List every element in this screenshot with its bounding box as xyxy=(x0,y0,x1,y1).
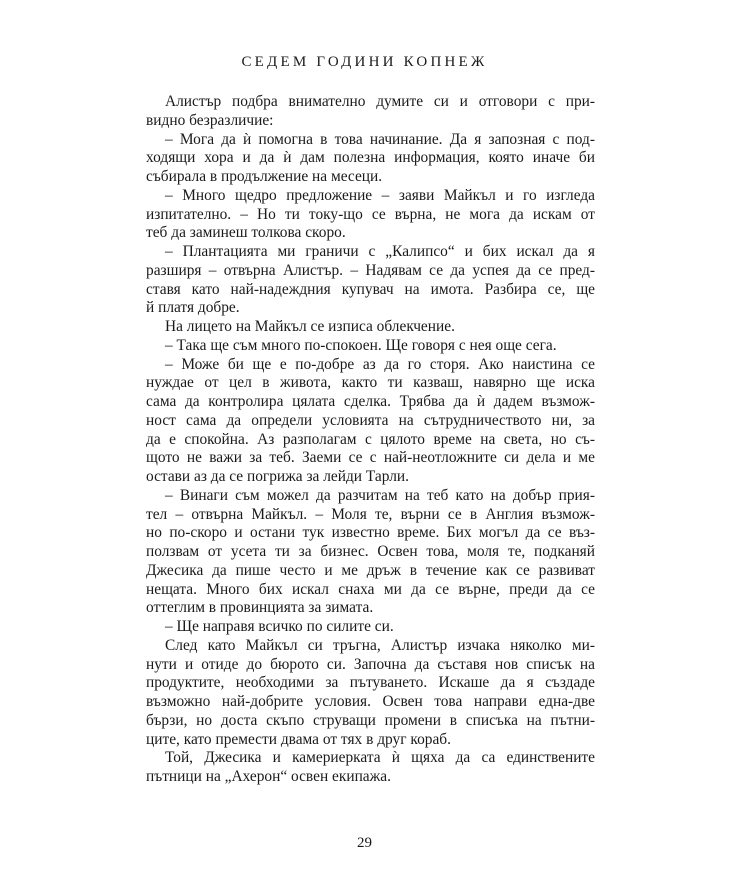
text-line: На лицето на Майкъл се изписа облекчение. xyxy=(165,318,455,335)
text-line: ползвам от усета ти за бизнес. Освен това, моля те, подканяй xyxy=(146,543,595,560)
text-line: да е спокойна. Аз разполагам с цялото време на света, но съ- xyxy=(146,430,595,448)
text-line: – Може би ще е по-добре аз да го сторя. Ако наистина се xyxy=(165,355,595,373)
text-line: възможно най-добрите условия. Освен това направи една-две xyxy=(146,693,595,710)
text-line: видно безразличие: xyxy=(146,111,274,129)
text-line: нещата. Много бих искал снаха ми да се върне, преди да се xyxy=(146,580,595,598)
text-line: пътници на „Ахерон“ освен екипажа. xyxy=(146,768,391,785)
text-line: – Мога да ѝ помогна в това начинание. Да я запозная с под- xyxy=(165,130,595,148)
text-line: – Много щедро предложение – заяви Майкъл и го изгледа xyxy=(165,186,595,204)
page-number: 29 xyxy=(357,835,372,851)
text-line: теб да заминеш толкова скоро. xyxy=(146,224,346,242)
text-line: – Винаги съм можел да разчитам на теб като на добър прия- xyxy=(165,486,595,504)
text-line: щото не важи за теб. Заеми се с най-неотложните си дела и ме xyxy=(146,449,595,467)
text-line: След като Майкъл си тръгна, Алистър изчака няколко ми- xyxy=(165,636,595,654)
text-line: Джесика да пише често и ме дръж в течение как се развиват xyxy=(146,561,595,579)
text-line: ставя като най-надеждния купувач на имота. Разбира се, ще xyxy=(146,280,595,298)
text-line: – Плантацията ми граничи с „Калипсо“ и бих искал да я xyxy=(165,243,595,260)
text-line: оттеглим в провинцията за зимата. xyxy=(146,599,374,617)
text-line: ност сама да определи условията на сътрудничеството ни, за xyxy=(146,411,595,429)
text-line: ходящи хора и да ѝ дам полезна информация, която иначе би xyxy=(146,149,595,167)
body-text xyxy=(146,93,595,787)
text-line: Той, Джесика и камериерката ѝ щяха да са единствените xyxy=(165,749,595,767)
text-line: нуждае от цел в живота, както ти казваш, навярно ще иска xyxy=(146,374,595,392)
running-head: СЕДЕМ ГОДИНИ КОПНЕЖ xyxy=(241,54,488,70)
text-line: разширя – отвърна Алистър. – Надявам се да успея да се пред- xyxy=(146,261,595,279)
text-line: но по-скоро и остани тук известно време. Бих могъл да се въз- xyxy=(146,524,595,542)
text-line: събирала в продължение на месеци. xyxy=(146,168,383,185)
text-line: остави аз да се погрижа за лейди Тарли. xyxy=(146,468,409,485)
text-line: бързи, но доста скъпо струващи промени в списъка на пътни- xyxy=(146,711,595,729)
text-line: сама да контролира цялата сделка. Трябва да ѝ дадем възмож- xyxy=(146,393,595,410)
text-line: нути и отиде до бюрото си. Започна да съставя нов списък на xyxy=(146,655,595,673)
text-line: – Ще направя всичко по силите си. xyxy=(165,618,394,635)
text-line: тел – отвърна Майкъл. – Моля те, върни се в Англия възмож- xyxy=(146,505,595,523)
text-line: й платя добре. xyxy=(146,299,240,317)
text-line: продуктите, необходими за пътуването. Искаше да я създаде xyxy=(146,674,595,692)
text-line: Алистър подбра внимателно думите си и отговори с при- xyxy=(165,93,595,110)
text-line: ците, като премести двама от тях в друг кораб. xyxy=(146,730,451,748)
text-line: изпитателно. – Но ти току-що се върна, не мога да искам от xyxy=(146,205,595,223)
text-line: – Така ще съм много по-спокоен. Ще говоря с нея още сега. xyxy=(165,336,557,354)
